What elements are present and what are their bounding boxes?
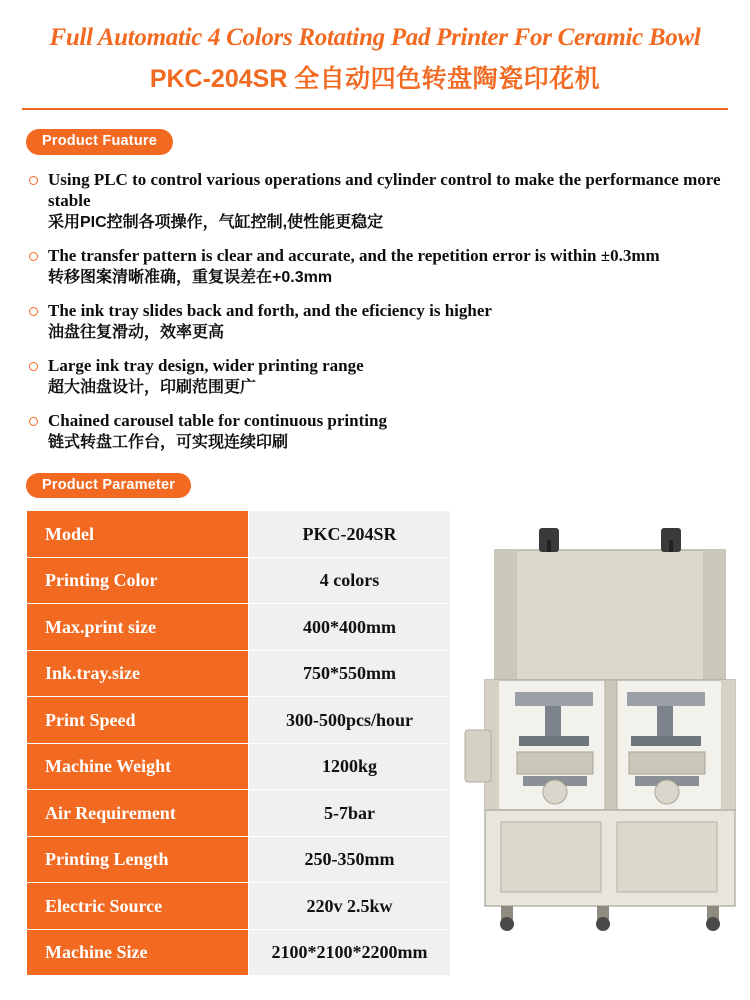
- parameter-section-header: [22, 473, 728, 499]
- param-value: 750*550mm: [249, 650, 451, 697]
- param-value: 250-350mm: [249, 836, 451, 883]
- table-row: [27, 836, 451, 883]
- param-value: 220v 2.5kw: [249, 883, 451, 930]
- feature-list: [22, 169, 728, 454]
- list-item: [28, 355, 728, 399]
- table-row: [27, 790, 451, 837]
- param-value: 400*400mm: [249, 604, 451, 651]
- bullet-circle-icon: [29, 252, 38, 261]
- page-subtitle-cn: 全自动四色转盘陶瓷印花机: [294, 66, 601, 93]
- param-value: 5-7bar: [249, 790, 451, 837]
- feature-text-cn: 链式转盘工作台，可实现连续印刷: [48, 434, 289, 452]
- param-key: Machine Size: [27, 929, 249, 976]
- param-key: Max.print size: [27, 604, 249, 651]
- table-row: [27, 511, 451, 558]
- feature-text-cn: 油盘往复滑动，效率更高: [48, 324, 225, 342]
- table-row: [27, 743, 451, 790]
- param-key: Electric Source: [27, 883, 249, 930]
- feature-text-en: The transfer pattern is clear and accurate, and the repetition error is within ±0.3mm: [48, 245, 660, 265]
- list-item: [28, 410, 728, 454]
- param-key: Printing Color: [27, 557, 249, 604]
- param-key: Ink.tray.size: [27, 650, 249, 697]
- param-value: 2100*2100*2200mm: [249, 929, 451, 976]
- product-photo: [457, 510, 728, 970]
- table-row: [27, 929, 451, 976]
- page-header: [22, 0, 728, 110]
- table-row: [27, 883, 451, 930]
- table-row: [27, 650, 451, 697]
- page-subtitle: [22, 59, 728, 95]
- feature-text-cn: 超大油盘设计，印刷范围更广: [48, 379, 257, 397]
- parameter-table: [26, 510, 451, 976]
- machine-illustration: [457, 520, 750, 940]
- feature-section-header: [22, 129, 728, 155]
- header-divider: [22, 108, 728, 110]
- param-key: Air Requirement: [27, 790, 249, 837]
- table-row: [27, 557, 451, 604]
- model-code: PKC-204SR: [149, 65, 288, 93]
- bullet-circle-icon: [29, 362, 38, 371]
- table-row: [27, 697, 451, 744]
- list-item: [28, 245, 728, 289]
- list-item: [28, 169, 728, 234]
- feature-text-en: The ink tray slides back and forth, and the eficiency is higher: [48, 300, 492, 320]
- page-title: Full Automatic 4 Colors Rotating Pad Printer For Ceramic Bowl: [49, 24, 701, 51]
- param-value: 1200kg: [249, 743, 451, 790]
- feature-text-cn: 采用PIC控制各项操作，气缸控制,使性能更稳定: [48, 214, 384, 231]
- list-item: [28, 300, 728, 344]
- bullet-circle-icon: [29, 307, 38, 316]
- parameter-area: [22, 510, 728, 976]
- feature-text-cn: 转移图案清晰准确，重复误差在+0.3mm: [48, 269, 333, 287]
- param-key: Printing Length: [27, 836, 249, 883]
- bullet-circle-icon: [29, 417, 38, 426]
- feature-text-en: Large ink tray design, wider printing range: [48, 355, 364, 375]
- param-key: Model: [27, 511, 249, 558]
- parameter-section-label: Product Parameter: [26, 473, 191, 499]
- param-key: Print Speed: [27, 697, 249, 744]
- param-value: 300-500pcs/hour: [249, 697, 451, 744]
- param-value: PKC-204SR: [249, 511, 451, 558]
- feature-text-en: Chained carousel table for continuous printing: [48, 410, 387, 430]
- feature-text-en: Using PLC to control various operations and cylinder control to make the performance more stable: [48, 169, 721, 210]
- feature-section-label: Product Fuature: [26, 129, 173, 155]
- table-row: [27, 604, 451, 651]
- bullet-circle-icon: [29, 176, 38, 185]
- param-value: 4 colors: [249, 557, 451, 604]
- param-key: Machine Weight: [27, 743, 249, 790]
